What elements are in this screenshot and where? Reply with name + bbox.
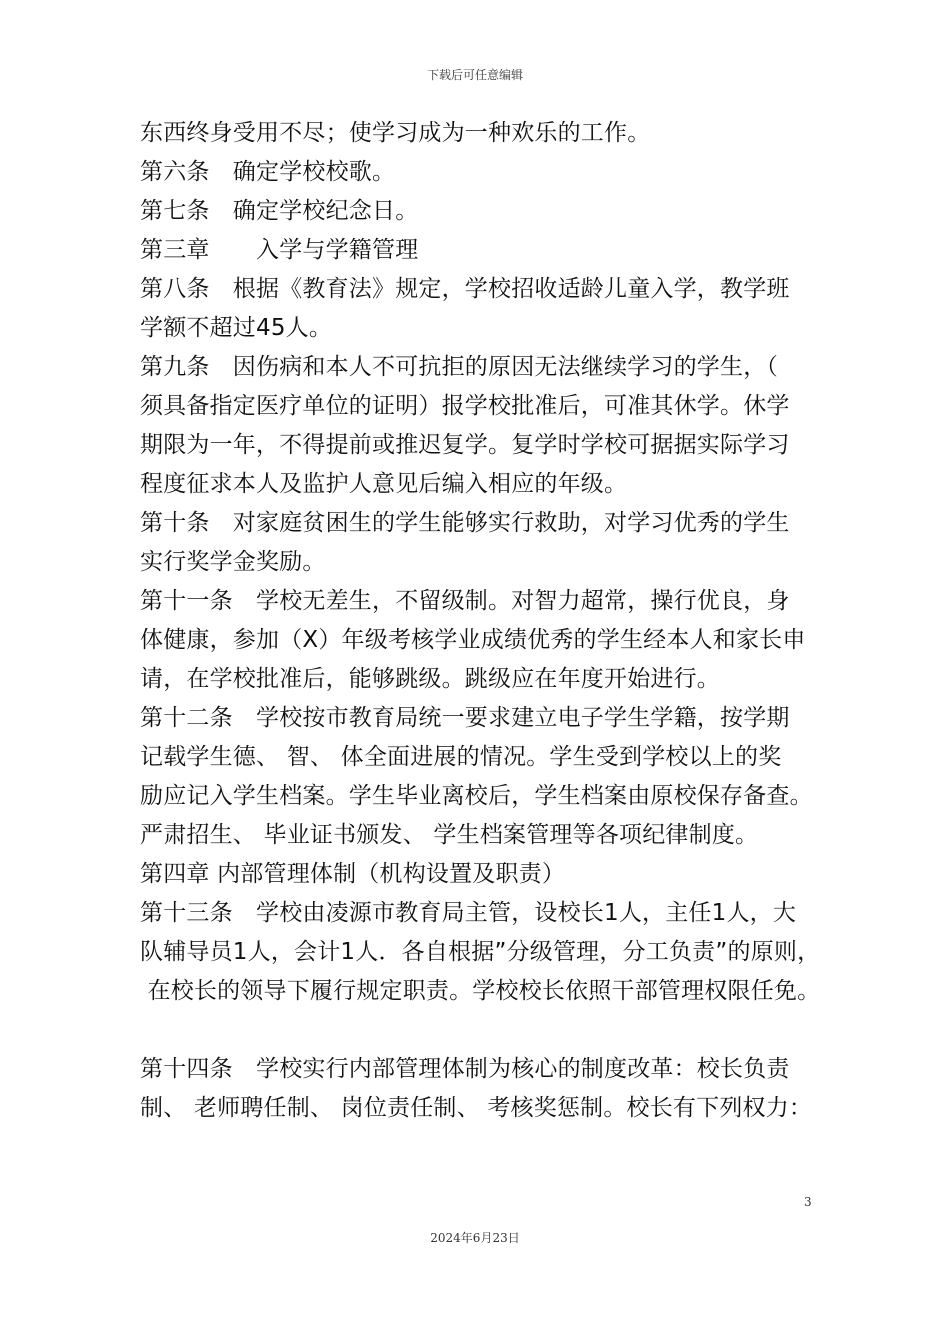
text-line: 实行奖学金奖励。 <box>140 549 326 575</box>
text-line: 在校长的领导下履行规定职责。学校校长依照干部管理权限任免。 <box>140 978 821 1004</box>
article-8: 第八条 根据《教育法》规定，学校招收适龄儿童入学，教学班 <box>140 276 790 302</box>
text-line: 期限为一年，不得提前或推迟复学。复学时学校可据据实际学习 <box>140 432 790 458</box>
text-line: 学额不超过45人。 <box>140 315 333 341</box>
blank-line <box>140 1011 830 1050</box>
text-line: 须具备指定医疗单位的证明）报学校批准后，可准其休学。休学 <box>140 393 790 419</box>
text-line: 队辅导员1人，会计1人．各自根据”分级管理，分工负责”的原则， <box>140 939 821 965</box>
text-line: 严肃招生、 毕业证书颁发、 学生档案管理等各项纪律制度。 <box>140 822 759 848</box>
text-line: 东西终身受用不尽；使学习成为一种欢乐的工作。 <box>140 120 651 146</box>
text-line: 程度征求本人及监护人意见后编入相应的年级。 <box>140 471 628 497</box>
page-number: 3 <box>804 1195 812 1209</box>
article-13: 第十三条 学校由凌源市教育局主管，设校长1人，主任1人，大 <box>140 900 797 926</box>
text-line: 记载学生德、 智、 体全面进展的情况。学生受到学校以上的奖 <box>140 744 782 770</box>
article-12: 第十二条 学校按市教育局统一要求建立电子学生学籍，按学期 <box>140 705 790 731</box>
article-9: 第九条 因伤病和本人不可抗拒的原因无法继续学习的学生，（ <box>140 354 779 380</box>
footer-date: 2024年6月23日 <box>430 1231 520 1245</box>
document-body <box>140 114 830 1128</box>
text-line: 体健康，参加（X）年级考核学业成绩优秀的学生经本人和家长申 <box>140 627 806 653</box>
header-note: 下载后可任意编辑 <box>426 68 523 82</box>
text-line: 请，在学校批准后，能够跳级。跳级应在年度开始进行。 <box>140 666 720 692</box>
article-11: 第十一条 学校无差生，不留级制。对智力超常，操行优良，身 <box>140 588 790 614</box>
article-14: 第十四条 学校实行内部管理体制为核心的制度改革：校长负责 <box>140 1056 790 1082</box>
text-line: 制、 老师聘任制、 岗位责任制、 考核奖惩制。校长有下列权力： <box>140 1095 813 1121</box>
article-10: 第十条 对家庭贫困生的学生能够实行救助，对学习优秀的学生 <box>140 510 790 536</box>
chapter-3-heading: 第三章 入学与学籍管理 <box>140 237 419 263</box>
text-line: 励应记入学生档案。学生毕业离校后，学生档案由原校保存备查。 <box>140 783 813 809</box>
article-6: 第六条 确定学校校歌。 <box>140 159 396 185</box>
chapter-4-heading: 第四章 内部管理体制（机构设置及职责） <box>140 861 566 887</box>
article-7: 第七条 确定学校纪念日。 <box>140 198 419 224</box>
